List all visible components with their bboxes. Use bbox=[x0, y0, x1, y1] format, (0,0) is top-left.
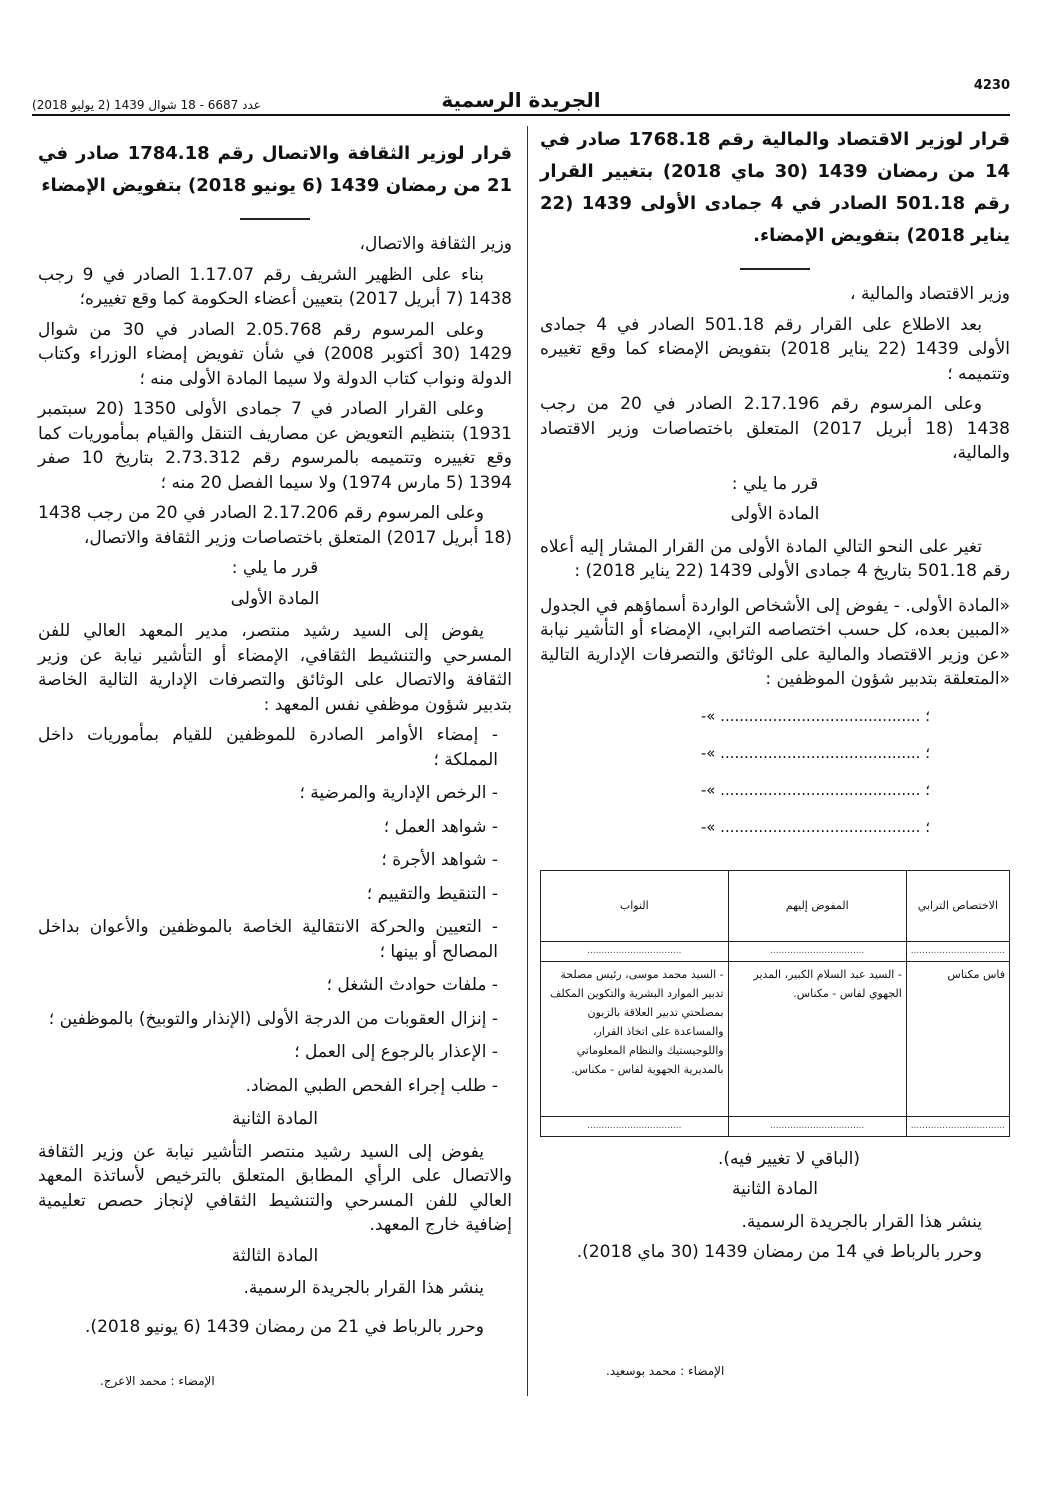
deputy-cell: - السيد محمد موسى، رئيس مصلحة تدبير الموارد البشرية والتكوين المكلف بمصلحتي تدبير العلاقة بالزبون والمساعدة على اتخاذ القرار، واللوجيستيك والنظام المعلوماتي بالمديرية الجهوية لفاس - مكناس. bbox=[541, 961, 729, 1116]
article-text: يفوض إلى السيد رشيد منتصر التأشير نيابة عن وزير الثقافة والاتصال على الرأي المطابق المتعلق بالترخيص لأساتذة المعهد العالي للفن المسرحي والتنشيط الثقافي لإنجاز حصص تعليمية إضافية خارج المعهد. bbox=[38, 1141, 512, 1235]
done-at-line: وحرر بالرباط في 14 من رمضان 1439 (30 ماي 2018). bbox=[576, 1242, 982, 1262]
decision-finance bbox=[540, 124, 1010, 1271]
article-text: ينشر هذا القرار بالجريدة الرسمية. bbox=[741, 1211, 982, 1232]
separator bbox=[740, 268, 810, 270]
page-number: 4230 bbox=[973, 78, 1010, 93]
decision-title: قرار لوزير الثقافة والاتصال رقم 1784.18 صادر في 21 من رمضان 1439 (6 يونيو 2018) بتفويض الإمضاء bbox=[38, 143, 512, 196]
list-item: - طلب إجراء الفحص الطبي المضاد. bbox=[245, 1075, 498, 1096]
dots-cell: ................................. bbox=[906, 941, 1009, 961]
article-heading: المادة الأولى bbox=[730, 504, 820, 524]
dots-cell: ................................. bbox=[541, 1116, 729, 1136]
delegate-cell: - السيد عبد السلام الكبير، المدير الجهوي لفاس - مكناس. bbox=[728, 961, 906, 1116]
decides-line: قرر ما يلي : bbox=[231, 558, 319, 578]
column-header: المفوض إليهم bbox=[728, 870, 906, 941]
signature-finance: الإمضاء : محمد بوسعيد. bbox=[606, 1364, 725, 1378]
decision-culture bbox=[38, 138, 512, 1345]
separator bbox=[240, 218, 310, 220]
table-dots-row bbox=[541, 941, 1010, 961]
article-text: يفوض إلى السيد رشيد منتصر، مدير المعهد العالي للفن المسرحي والتنشيط الثقافي، الإمضاء أو التأشير نيابة عن وزير الثقافة والاتصال على الوثائق والتصرفات الإدارية التالية الخاصة بتدبير شؤون موظفي نفس المعهد : bbox=[38, 621, 512, 715]
list-item: - الإعذار بالرجوع إلى العمل ؛ bbox=[294, 1042, 498, 1062]
list-item: - ملفات حوادث الشغل ؛ bbox=[326, 975, 498, 995]
preamble-paragraph: وعلى المرسوم رقم 2.05.768 الصادر في 30 من شوال 1429 (30 أكتوبر 2008) في شأن تفويض إمضاء الوزراء وكتاب الدولة ونواب كتاب الدولة ولا سيما المادة الأولى منه ؛ bbox=[38, 319, 512, 389]
column-divider bbox=[527, 126, 528, 1396]
minister-line: وزير الثقافة والاتصال، bbox=[359, 234, 512, 254]
dotted-list bbox=[540, 698, 1010, 846]
delegation-table bbox=[540, 870, 1010, 1137]
list-item: - إمضاء الأوامر الصادرة للموظفين للقيام بمأموريات داخل المملكة ؛ bbox=[38, 725, 498, 770]
signature-culture: الإمضاء : محمد الاعرج. bbox=[100, 1374, 215, 1388]
list-item: - إنزال العقوبات من الدرجة الأولى (الإنذار والتوبيخ) بالموظفين ؛ bbox=[48, 1008, 498, 1029]
header-rule bbox=[32, 114, 1010, 116]
article-heading: المادة الأولى bbox=[230, 588, 320, 609]
remainder-note: (الباقي لا تغيير فيه). bbox=[717, 1148, 860, 1169]
column-header: النواب bbox=[541, 870, 729, 941]
dotted-line: -« .......................................... ؛ bbox=[700, 743, 930, 762]
list-item: - شواهد العمل ؛ bbox=[383, 816, 498, 837]
list-item: - التنقيط والتقييم ؛ bbox=[366, 883, 498, 904]
table-dots-row bbox=[541, 1116, 1010, 1136]
decision-title: قرار لوزير الاقتصاد والمالية رقم 1768.18 صادر في 14 من رمضان 1439 (30 ماي 2018) بتغيير القرار رقم 501.18 الصادر في 4 جمادى الأولى 1439 (22 يناير 2018) بتفويض الإمضاء. bbox=[540, 129, 1010, 246]
minister-line: وزير الاقتصاد والمالية ، bbox=[850, 284, 1010, 304]
article-heading: المادة الثانية bbox=[232, 1109, 318, 1129]
quoted-article: «المادة الأولى. - يفوض إلى الأشخاص الواردة أسماؤهم في الجدول «المبين بعده، كل حسب اختصاصه الترابي، الإمضاء أو التأشير نيابة «عن وزير الاقتصاد والمالية على الوثائق والتصرفات الإدارية التالية «المتعلقة بتدبير شؤون الموظفين : bbox=[540, 595, 1010, 689]
list-item: - التعيين والحركة الانتقالية الخاصة بالموظفين والأعوان بداخل المصالح أو بينها ؛ bbox=[38, 917, 498, 962]
document-list bbox=[38, 723, 512, 1098]
article-heading: المادة الثانية bbox=[732, 1179, 818, 1199]
dots-cell: ................................. bbox=[906, 1116, 1009, 1136]
article-heading: المادة الثالثة bbox=[231, 1245, 319, 1266]
territory-cell: فاس مكناس bbox=[906, 961, 1009, 1116]
dots-cell: ................................. bbox=[728, 941, 906, 961]
decides-line: قرر ما يلي : bbox=[731, 473, 819, 494]
column-header: الاختصاص الترابي bbox=[906, 870, 1009, 941]
dotted-line: -« .......................................... ؛ bbox=[700, 706, 930, 725]
dotted-line: -« .......................................... ؛ bbox=[700, 780, 930, 799]
preamble-paragraph: بناء على الظهير الشريف رقم 1.17.07 الصادر في 9 رجب 1438 (7 أبريل 2017) بتعيين أعضاء الحكومة كما وقع تغييره؛ bbox=[38, 264, 512, 309]
preamble-paragraph: وعلى المرسوم رقم 2.17.196 الصادر في 20 من رجب 1438 (18 أبريل 2017) المتعلق باختصاصات وزير الاقتصاد والمالية، bbox=[540, 394, 1010, 463]
preamble-paragraph: بعد الاطلاع على القرار رقم 501.18 الصادر في 4 جمادى الأولى 1439 (22 يناير 2018) بتفويض الإمضاء كما وقع تغييره وتتميمه ؛ bbox=[540, 314, 1010, 384]
article-text: تغير على النحو التالي المادة الأولى من القرار المشار إليه أعلاه رقم 501.18 بتاريخ 4 جمادى الأولى 1439 (22 يناير 2018) : bbox=[540, 536, 1010, 581]
dots-cell: ................................. bbox=[728, 1116, 906, 1136]
table-row bbox=[541, 961, 1010, 1116]
dots-cell: ................................. bbox=[541, 941, 729, 961]
issue-info: عدد 6687 - 18 شوال 1439 (2 يوليو 2018) bbox=[32, 98, 261, 112]
list-item: - شواهد الأجرة ؛ bbox=[381, 850, 498, 870]
list-item: - الرخص الإدارية والمرضية ؛ bbox=[299, 783, 498, 803]
dotted-line: -« .......................................... ؛ bbox=[700, 817, 930, 836]
preamble-paragraph: وعلى القرار الصادر في 7 جمادى الأولى 1350 (20 سبتمبر 1931) بتنظيم التعويض عن مصاريف التنقل والقيام بمأموريات كما وقع تغييره وتتميمه بالمرسوم رقم 2.73.312 بتاريخ 10 صفر 1394 (5 مارس 1974) ولا سيما الفصل 20 منه ؛ bbox=[38, 399, 512, 493]
table-header-row bbox=[541, 870, 1010, 941]
preamble-paragraph: وعلى المرسوم رقم 2.17.206 الصادر في 20 من رجب 1438 (18 أبريل 2017) المتعلق باختصاصات وزير الثقافة والاتصال، bbox=[38, 503, 512, 548]
journal-title: الجريدة الرسمية bbox=[441, 88, 601, 112]
done-at-line: وحرر بالرباط في 21 من رمضان 1439 (6 يونيو 2018). bbox=[85, 1316, 484, 1337]
page-header bbox=[32, 74, 1010, 118]
article-text: ينشر هذا القرار بالجريدة الرسمية. bbox=[243, 1278, 484, 1298]
